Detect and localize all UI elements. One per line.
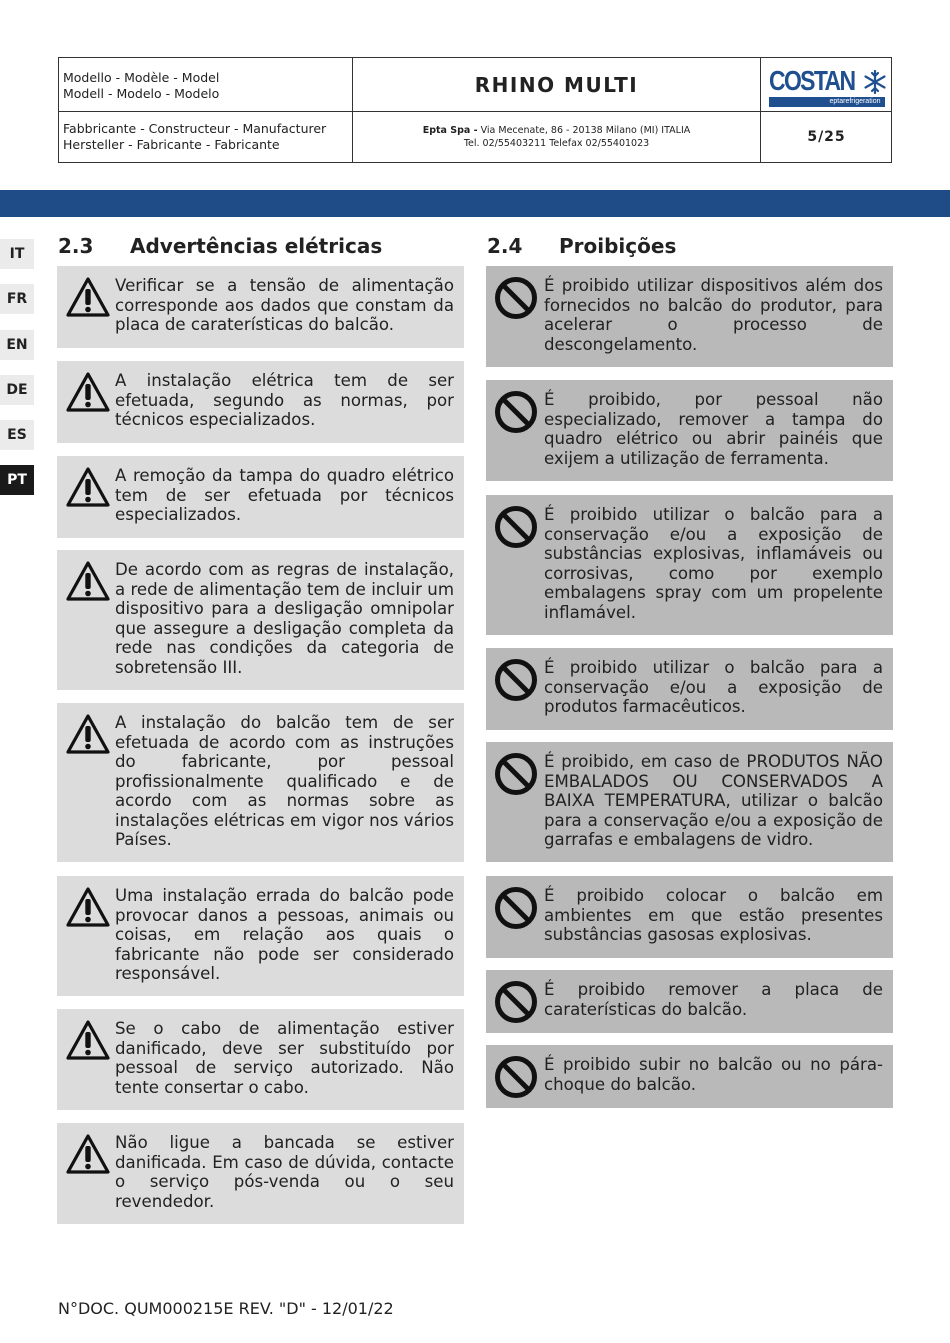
- prohibition-box: [486, 742, 893, 862]
- manufacturer-address: [353, 112, 761, 162]
- warning-box: [57, 266, 464, 348]
- prohibition-text: É proibido remover a placa de caraterísticas do balcão.: [544, 980, 883, 1019]
- prohibition-box: [486, 648, 893, 730]
- model-label-line1: Modello - Modèle - Model: [63, 70, 220, 85]
- lang-tab-de[interactable]: DE: [0, 375, 34, 405]
- warning-text: Se o cabo de alimentação estiver danificado, deve ser substituído por pessoal de serviço autorizado. Não tente consertar o cabo.: [115, 1019, 454, 1097]
- prohibition-text: É proibido utilizar o balcão para a conservação e/ou a exposição de produtos farmacêuticos.: [544, 658, 883, 716]
- warning-triangle-icon: [65, 1133, 111, 1175]
- section-number: 2.4: [487, 234, 523, 258]
- warning-box: [57, 361, 464, 443]
- warning-triangle-icon: [65, 371, 111, 413]
- lang-tab-it[interactable]: IT: [0, 239, 34, 269]
- warning-text: A instalação elétrica tem de ser efetuada, segundo as normas, por técnicos especializados.: [115, 371, 454, 429]
- lang-tab-fr[interactable]: FR: [0, 284, 34, 314]
- warning-triangle-icon: [65, 466, 111, 508]
- warning-triangle-icon: [65, 560, 111, 602]
- prohibition-box: [486, 970, 893, 1033]
- warning-text: Não ligue a bancada se estiver danificada. Em caso de dúvida, contacte o serviço pós-venda ou o seu revendedor.: [115, 1133, 454, 1211]
- warning-box: [57, 876, 464, 996]
- warning-text: A remoção da tampa do quadro elétrico tem de ser efetuada por técnicos especializados.: [115, 466, 454, 524]
- manufacturer-label: [59, 112, 353, 162]
- blue-band: [0, 190, 950, 217]
- warning-text: A instalação do balcão tem de ser efetuada de acordo com as instruções do fabricante, por pessoal profissionalmente qualificado e de acordo com as normas sobre as instalações elétricas em vigor nos vários Países.: [115, 713, 454, 849]
- prohibition-box: [486, 876, 893, 958]
- prohibition-text: É proibido subir no balcão ou no pára-choque do balcão.: [544, 1055, 883, 1094]
- prohibition-icon: [494, 1055, 538, 1099]
- lang-tab-es[interactable]: ES: [0, 420, 34, 450]
- warning-triangle-icon: [65, 886, 111, 928]
- prohibition-box: [486, 1045, 893, 1108]
- warning-box: [57, 1123, 464, 1224]
- prohibition-text: É proibido, por pessoal não especializado, remover a tampa do quadro elétrico ou abrir painéis que exijem a utilização de ferramenta.: [544, 390, 883, 468]
- lang-tab-en[interactable]: EN: [0, 330, 34, 360]
- model-label: [59, 58, 353, 112]
- section-heading-electrical: [58, 234, 382, 258]
- warning-triangle-icon: [65, 1019, 111, 1061]
- company-name: Epta Spa -: [422, 125, 478, 136]
- warning-triangle-icon: [65, 276, 111, 318]
- prohibition-icon: [494, 980, 538, 1024]
- warning-box: [57, 456, 464, 538]
- prohibition-icon: [494, 752, 538, 796]
- prohibition-icon: [494, 276, 538, 320]
- warning-text: Uma instalação errada do balcão pode provocar danos a pessoas, animais ou coisas, em relação aos quais o fabricante não pode ser considerado responsável.: [115, 886, 454, 983]
- warning-text: De acordo com as regras de instalação, a rede de alimentação tem de incluir um dispositivo para a desligação omnipolar que assegure a desligação completa da rede nas condições da categoria de sobretensão III.: [115, 560, 454, 677]
- page-number: 5/25: [807, 129, 846, 145]
- prohibition-box: [486, 266, 893, 367]
- logo-wordmark: COSTAN: [768, 64, 854, 96]
- product-title: RHINO MULTI: [353, 58, 761, 112]
- lang-tab-pt[interactable]: PT: [0, 465, 34, 495]
- prohibition-box: [486, 495, 893, 635]
- prohibition-icon: [494, 658, 538, 702]
- warning-box: [57, 1009, 464, 1110]
- logo-subtitle: eptarefrigeration: [769, 97, 885, 107]
- warning-triangle-icon: [65, 713, 111, 755]
- prohibition-icon: [494, 505, 538, 549]
- section-title: Proibições: [559, 234, 677, 258]
- snowflake-icon: [863, 70, 887, 94]
- prohibition-icon: [494, 390, 538, 434]
- company-phone: Tel. 02/55403211 Telefax 02/55401023: [463, 138, 650, 149]
- prohibition-text: É proibido utilizar o balcão para a conservação e/ou a exposição de substâncias explosivas, inflamáveis ou corrosivas, como por exemplo embalagens spray com um propelente inflamável.: [544, 505, 883, 622]
- costan-logo: [761, 58, 892, 112]
- prohibition-box: [486, 380, 893, 481]
- document-header: [58, 57, 892, 163]
- manufacturer-label-line2: Hersteller - Fabricante - Fabricante: [63, 137, 280, 152]
- section-number: 2.3: [58, 234, 94, 258]
- company-address: Via Mecenate, 86 - 20138 Milano (MI) ITALIA: [477, 125, 691, 136]
- manufacturer-label-line1: Fabbricante - Constructeur - Manufacturer: [63, 121, 327, 136]
- warning-text: Verificar se a tensão de alimentação corresponde aos dados que constam da placa de caraterísticas do balcão.: [115, 276, 454, 334]
- prohibition-text: É proibido utilizar dispositivos além dos fornecidos no balcão do produtor, para acelerar o processo de descongelamento.: [544, 276, 883, 354]
- section-title: Advertências elétricas: [130, 234, 383, 258]
- prohibition-icon: [494, 886, 538, 930]
- model-label-line2: Modell - Modelo - Modelo: [63, 86, 220, 101]
- section-heading-prohibitions: [487, 234, 676, 258]
- prohibition-text: É proibido colocar o balcão em ambientes em que estão presentes substâncias gasosas explosivas.: [544, 886, 883, 944]
- warning-box: [57, 703, 464, 862]
- warning-box: [57, 550, 464, 690]
- prohibition-text: É proibido, em caso de PRODUTOS NÃO EMBALADOS OU CONSERVADOS A BAIXA TEMPERATURA, utilizar o balcão para a conservação e/ou a exposição de garrafas e embalagens de vidro.: [544, 752, 883, 849]
- document-number: N°DOC. QUM000215E REV. "D" - 12/01/22: [58, 1299, 394, 1318]
